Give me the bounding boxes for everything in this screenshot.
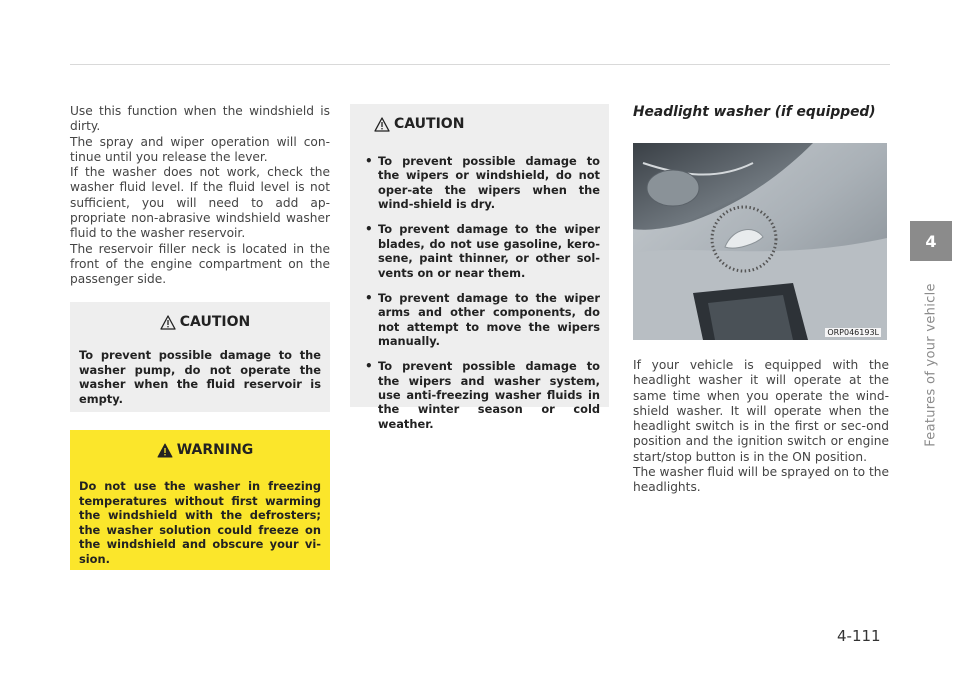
list-item: • To prevent damage to the wiper blades, do not use gasoline, kero-sene, paint thinner, or other sol-vents on or near them. (359, 222, 600, 280)
list-item: • To prevent damage to the wiper arms and other components, do not attempt to move the wipers manually. (359, 291, 600, 349)
image-code: ORP046193L (827, 328, 879, 337)
caution-title: CAUTION (179, 314, 251, 330)
caution-box (70, 302, 330, 412)
warning-heading (89, 442, 321, 458)
caution-triangle-icon (160, 315, 176, 330)
warning-triangle-icon (157, 443, 173, 458)
caution-heading (89, 314, 321, 330)
paragraph: The reservoir filler neck is located in the front of the engine compartment on the passenger side. (70, 241, 330, 287)
chapter-title: Features of your vehicle (923, 283, 939, 447)
intro-text (70, 104, 330, 288)
list-item: • To prevent possible damage to the wipers or windshield, do not oper-ate the wipers when the wind-shield is dry. (359, 154, 600, 212)
headlight-illustration (633, 143, 887, 340)
caution-triangle-icon (374, 117, 390, 132)
paragraph: Use this function when the windshield is dirty. (70, 104, 330, 134)
caution-box-wipers (350, 104, 609, 431)
caution-title: CAUTION (394, 116, 465, 132)
paragraph: If the washer does not work, check the washer fluid level. If the fluid level is not sufficient, you will need to add ap-propriate non-abrasive windshield washer fluid to the washer reservoir. (70, 165, 330, 241)
paragraph: The washer fluid will be sprayed on to the headlights. (633, 465, 889, 495)
caution-bullet-list (359, 154, 600, 431)
list-item: • To prevent possible damage to the wipers and washer system, use anti-freezing washer fluids in the winter season or cold weather. (359, 359, 600, 431)
warning-box (70, 430, 330, 570)
warning-title: WARNING (176, 442, 254, 458)
page-number: 4-111 (837, 627, 881, 645)
paragraph: If your vehicle is equipped with the headlight washer it will operate at the same time when you operate the wind-shield washer. It will operate when the headlight switch is in the first or sec-ond position and the ignition switch or engine start/stop button is in the ON position. (633, 358, 889, 464)
headlight-washer-text (633, 358, 889, 496)
headlight-washer-photo (633, 143, 887, 340)
chapter-tab[interactable]: 4 (910, 221, 952, 261)
section-title: Headlight washer (if equipped) (633, 104, 876, 120)
paragraph: The spray and wiper operation will con-tinue until you release the lever. (70, 134, 330, 164)
caution-heading (374, 116, 600, 132)
warning-text: Do not use the washer in freezing temperatures without first warming the windshield with the defrosters; the washer solution could freeze on the windshield and obscure your vi-sion. (79, 479, 321, 566)
top-rule (70, 64, 890, 65)
caution-text: To prevent possible damage to the washer pump, do not operate the washer when the fluid reservoir is empty. (79, 348, 321, 406)
